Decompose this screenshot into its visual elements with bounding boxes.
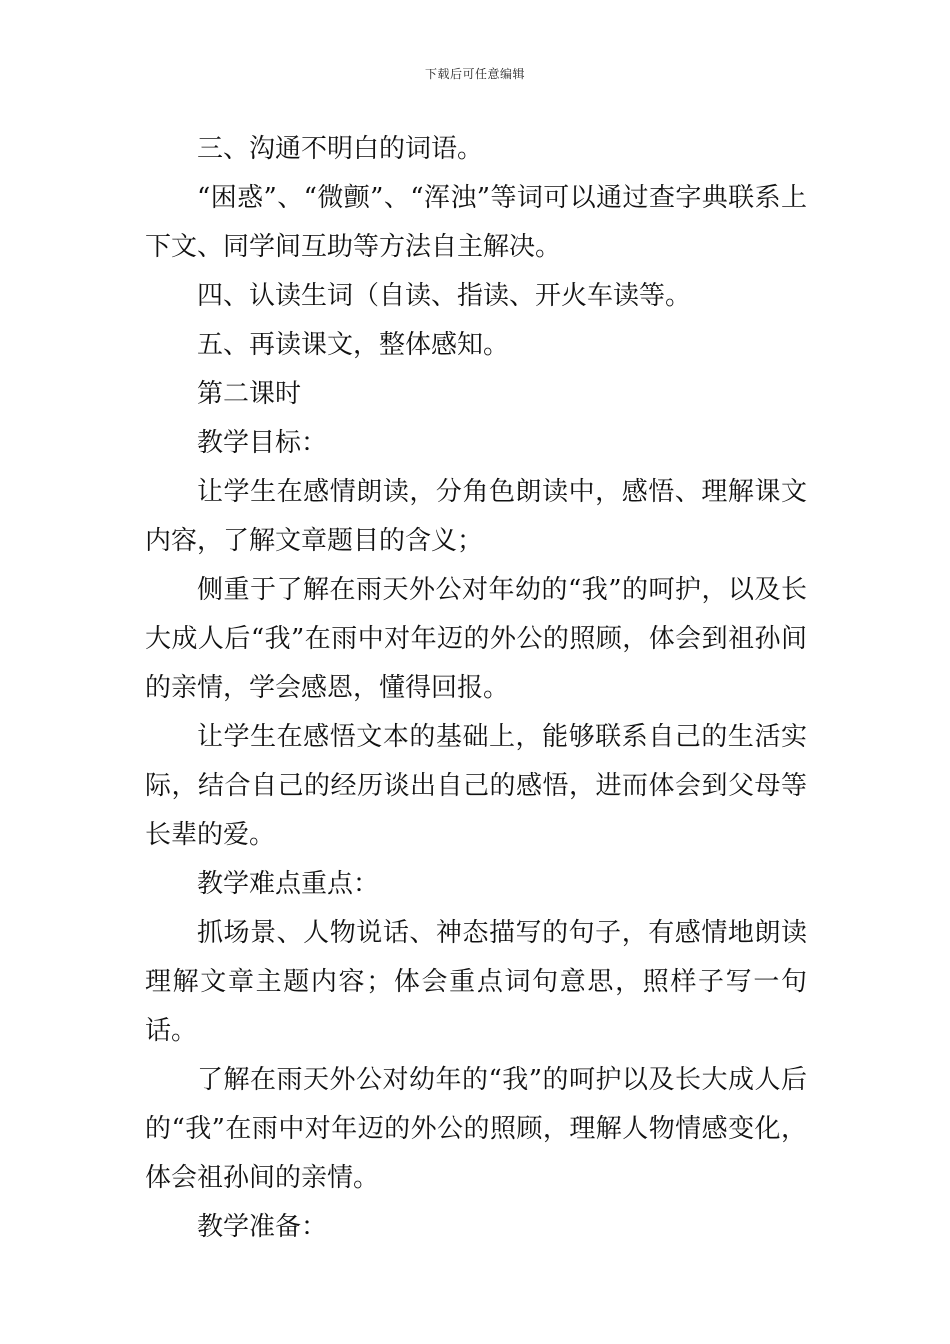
paragraph-section-5: 五、再读课文，整体感知。: [197, 330, 510, 360]
paragraph-key-point-2: 了解在雨天外公对幼年的“我”的呵护以及长大成人后的“我”在雨中对年迈的外公的照顾，理解人物情感变化，体会祖孙间的亲情。: [145, 1065, 807, 1193]
page-header: 下载后可任意编辑: [424, 67, 525, 81]
paragraph-goal-3: 让学生在感悟文本的基础上，能够联系自己的生活实际，结合自己的经历谈出自己的感悟，进而体会到父母等长辈的爱。: [145, 722, 807, 850]
paragraph-second-lesson: 第二课时: [197, 379, 302, 409]
paragraph-section-4: 四、认读生词（自读、指读、开火车读等。: [197, 281, 692, 311]
paragraph-key-point-1: 抓场景、人物说话、神态描写的句子，有感情地朗读理解文章主题内容；体会重点词句意思，照样子写一句话。: [145, 918, 807, 1046]
paragraph-vocabulary-note: “困惑”、“微颤”、“浑浊”等词可以通过查字典联系上下文、同学间互助等方法自主解决。: [145, 183, 807, 262]
paragraph-section-3: 三、沟通不明白的词语。: [197, 134, 484, 164]
paragraph-goal-1: 让学生在感情朗读，分角色朗读中，感悟、理解课文内容，了解文章题目的含义；: [145, 477, 807, 556]
paragraph-goal-2: 侧重于了解在雨天外公对年幼的“我”的呵护，以及长大成人后“我”在雨中对年迈的外公的照顾，体会到祖孙间的亲情，学会感恩，懂得回报。: [145, 575, 807, 703]
paragraph-preparation-heading: 教学准备：: [197, 1212, 328, 1242]
document-body: [145, 125, 807, 1252]
paragraph-key-points-heading: 教学难点重点：: [197, 869, 380, 899]
paragraph-teaching-goals-heading: 教学目标：: [197, 428, 328, 458]
